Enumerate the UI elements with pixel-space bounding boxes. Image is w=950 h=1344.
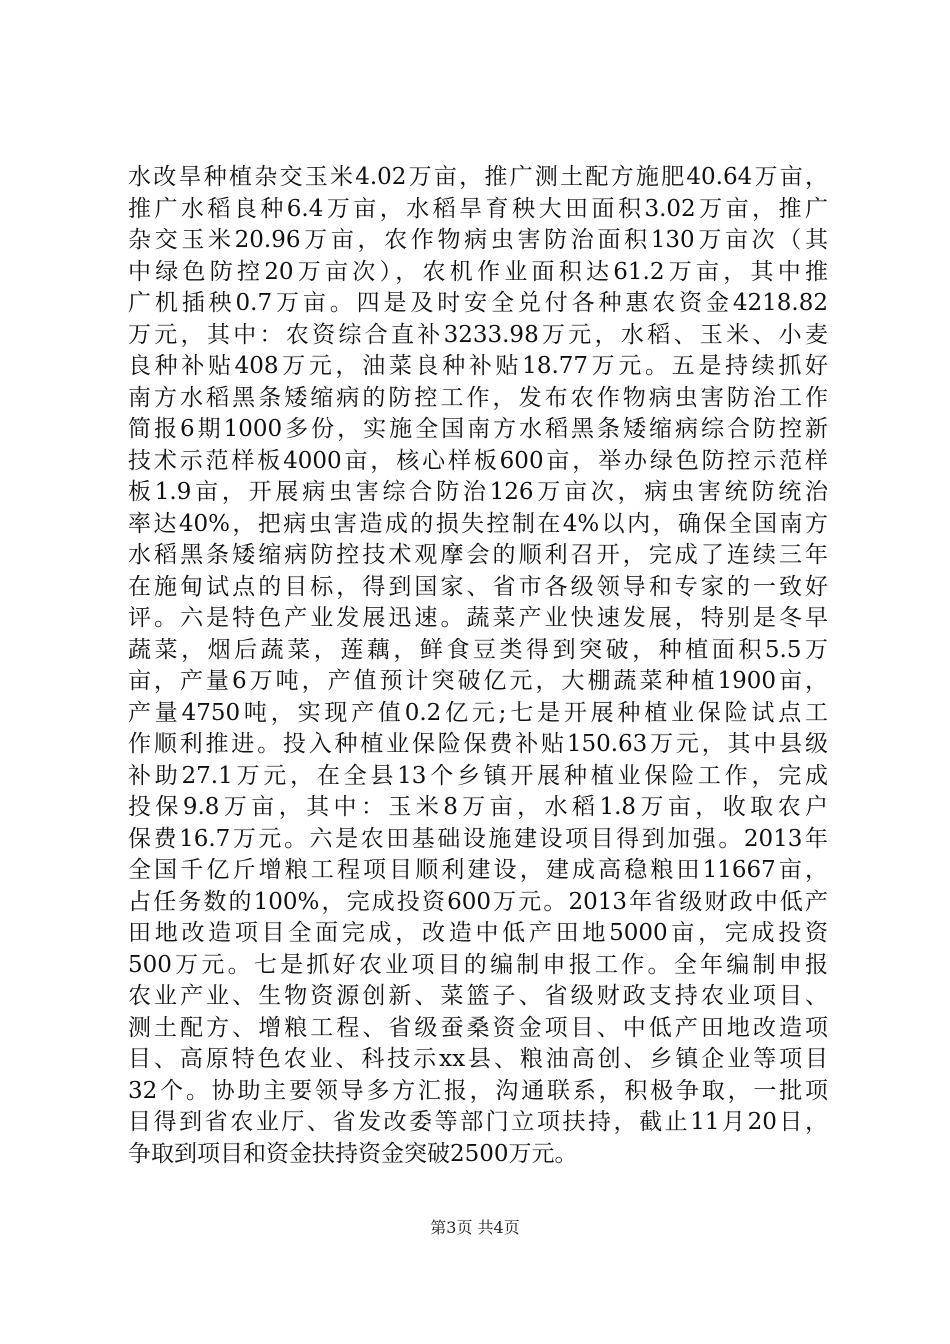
page-footer: 第3页 共4页	[430, 1218, 520, 1237]
text-line: 32个。协助主要领导多方汇报，沟通联系，积极争取，一批项	[128, 1077, 828, 1104]
text-line: 占任务数的100%，完成投资600万元。2013年省级财政中低产	[128, 888, 828, 915]
text-line: 在施甸试点的目标，得到国家、省市各级领导和专家的一致好	[128, 573, 828, 600]
text-line: 作顺利推进。投入种植业保险保费补贴150.63万元，其中县级	[128, 731, 828, 757]
text-line: 补助27.1万元，在全县13个乡镇开展种植业保险工作，完成	[128, 762, 828, 789]
text-line: 亩，产量6万吨，产值预计突破亿元，大棚蔬菜种植1900亩，	[128, 668, 828, 694]
body-paragraph	[128, 162, 828, 1170]
text-line: 测土配方、增粮工程、省级蚕桑资金项目、中低产田地改造项	[128, 1014, 828, 1041]
text-line: 率达40%，把病虫害造成的损失控制在4%以内，确保全国南方	[128, 510, 828, 537]
text-line: 板1.9亩，开展病虫害综合防治126万亩次，病虫害统防统治	[128, 479, 828, 505]
text-line: 蔬菜，烟后蔬菜，莲藕，鲜食豆类得到突破，种植面积5.5万	[128, 636, 828, 663]
text-line: 500万元。七是抓好农业项目的编制申报工作。全年编制申报	[128, 951, 828, 978]
text-line: 万元，其中：农资综合直补3233.98万元，水稻、玉米、小麦	[128, 321, 828, 348]
text-line: 田地改造项目全面完成，改造中低产田地5000亩，完成投资	[128, 920, 828, 946]
text-line: 全国千亿斤增粮工程项目顺利建设，建成高稳粮田11667亩，	[128, 857, 828, 883]
text-line: 良种补贴408万元，油菜良种补贴18.77万元。五是持续抓好	[128, 353, 828, 379]
text-line: 目得到省农业厅、省发改委等部门立项扶持，截止11月20日，	[128, 1109, 828, 1135]
text-line: 产量4750吨，实现产值0.2亿元;七是开展种植业保险试点工	[128, 699, 828, 726]
text-line: 水改旱种植杂交玉米4.02万亩，推广测土配方施肥40.64万亩，	[128, 164, 828, 190]
text-line: 南方水稻黑条矮缩病的防控工作，发布农作物病虫害防治工作	[128, 384, 828, 411]
text-line: 技术示范样板4000亩，核心样板600亩，举办绿色防控示范样	[128, 447, 828, 474]
text-line: 水稻黑条矮缩病防控技术观摩会的顺利召开，完成了连续三年	[128, 542, 828, 568]
text-line: 广机插秧0.7万亩。四是及时安全兑付各种惠农资金4218.82	[128, 290, 828, 316]
text-line: 投保9.8万亩，其中：玉米8万亩，水稻1.8万亩，收取农户	[128, 794, 828, 820]
text-line: 保费16.7万元。六是农田基础设施建设项目得到加强。2013年	[128, 825, 828, 852]
text-line: 农业产业、生物资源创新、菜篮子、省级财政支持农业项目、	[128, 983, 828, 1009]
text-line: 中绿色防控20万亩次），农机作业面积达61.2万亩，其中推	[128, 258, 828, 285]
text-line: 推广水稻良种6.4万亩，水稻旱育秧大田面积3.02万亩，推广	[128, 195, 828, 222]
text-line: 目、高原特色农业、科技示xx县、粮油高创、乡镇企业等项目	[128, 1046, 828, 1072]
text-line: 杂交玉米20.96万亩，农作物病虫害防治面积130万亩次（其	[128, 227, 828, 253]
text-line: 评。六是特色产业发展迅速。蔬菜产业快速发展，特别是冬早	[128, 605, 828, 631]
text-line: 争取到项目和资金扶持资金突破2500万元。	[128, 1140, 578, 1167]
text-line: 简报6期1000多份，实施全国南方水稻黑条矮缩病综合防控新	[128, 416, 828, 442]
